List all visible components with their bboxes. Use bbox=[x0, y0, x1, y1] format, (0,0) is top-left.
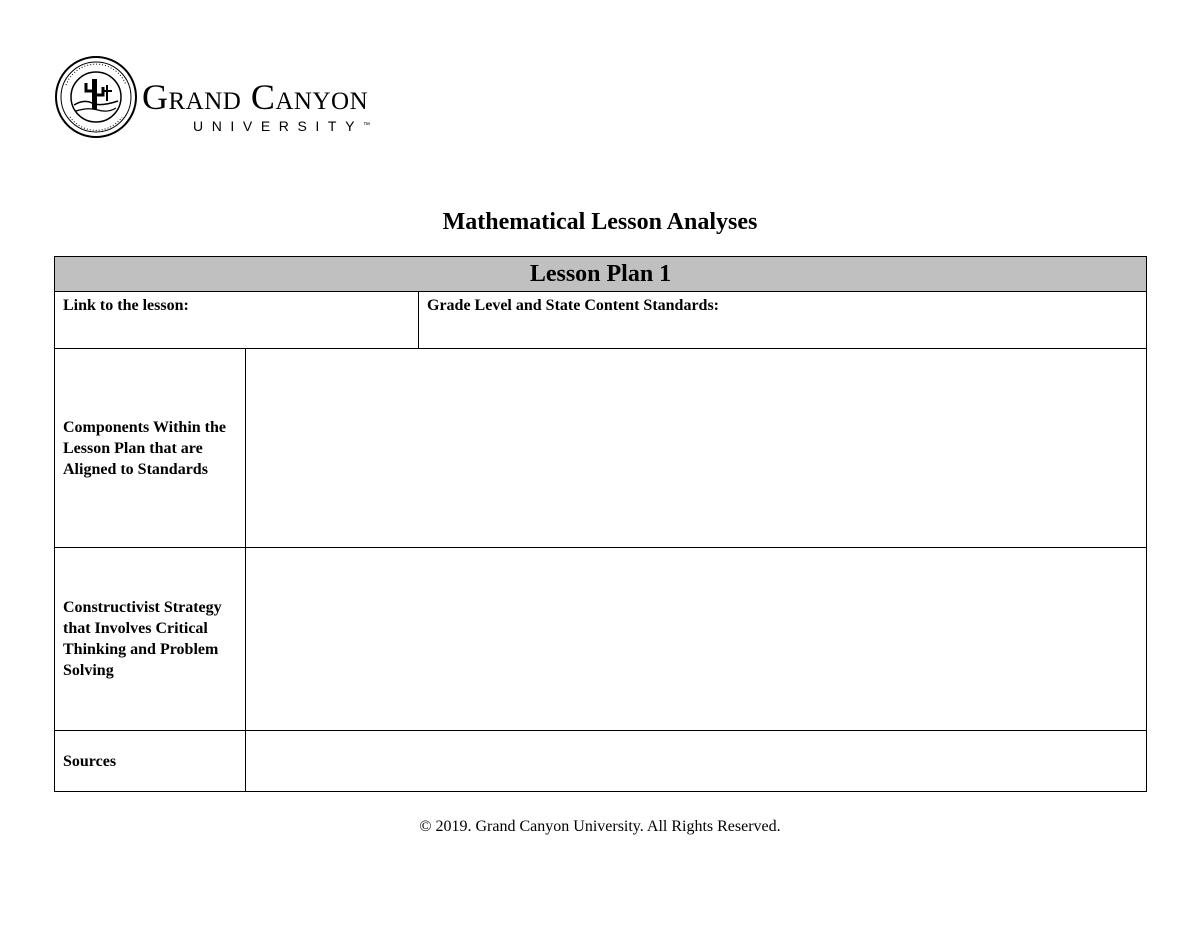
lesson-plan-header: Lesson Plan 1 bbox=[55, 257, 1147, 292]
sources-content-field[interactable] bbox=[246, 731, 1147, 792]
strategy-content-field[interactable] bbox=[246, 548, 1147, 731]
strategy-label: Constructivist Strategy that Involves Critical Thinking and Problem Solving bbox=[55, 548, 246, 731]
link-to-lesson-field[interactable] bbox=[55, 292, 419, 349]
components-content-field[interactable] bbox=[246, 349, 1147, 548]
components-label: Components Within the Lesson Plan that are Aligned to Standards bbox=[55, 349, 246, 548]
lesson-plan-table bbox=[54, 256, 1147, 792]
link-to-lesson-label: Link to the lesson: bbox=[63, 297, 189, 314]
university-seal-icon bbox=[54, 55, 138, 139]
standards-label: Grade Level and State Content Standards: bbox=[427, 297, 720, 314]
university-logo bbox=[54, 55, 434, 141]
standards-field[interactable] bbox=[419, 292, 1147, 349]
logo-wordmark: Grand Canyon bbox=[142, 77, 369, 117]
sources-label: Sources bbox=[55, 731, 246, 792]
document-title: Mathematical Lesson Analyses bbox=[442, 209, 758, 235]
logo-subtitle: UNIVERSITY™ bbox=[193, 118, 371, 134]
copyright-footer: © 2019. Grand Canyon University. All Rights Reserved. bbox=[419, 818, 781, 835]
